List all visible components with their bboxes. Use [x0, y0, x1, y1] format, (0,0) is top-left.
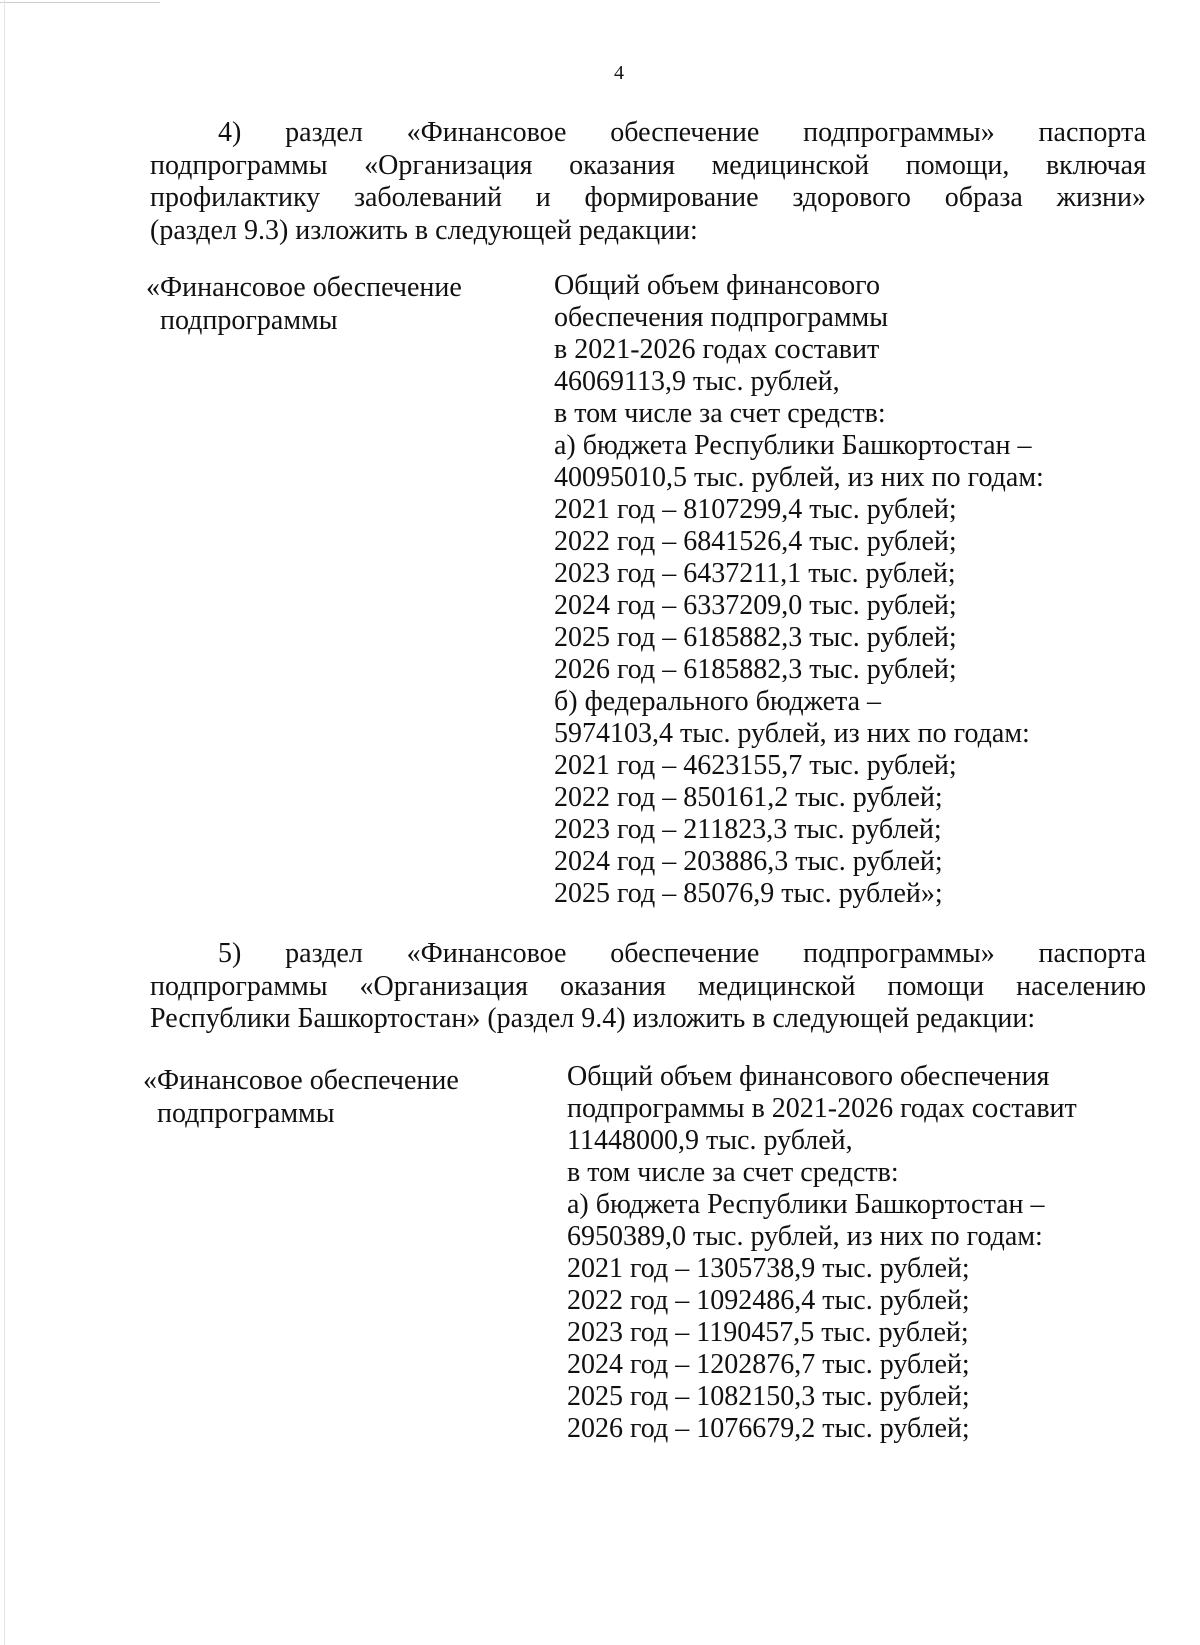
- item-4-value-line: а) бюджета Республики Башкортостан –: [554, 430, 1032, 461]
- item-4-value-line: 2021 год – 8107299,4 тыс. рублей;: [554, 494, 957, 525]
- scan-edge-top: [0, 2, 160, 3]
- item-4-paragraph: [150, 117, 1146, 247]
- item-5-value-line: 2022 год – 1092486,4 тыс. рублей;: [567, 1285, 970, 1316]
- item-5-value-line: 2021 год – 1305738,9 тыс. рублей;: [567, 1253, 970, 1284]
- item-4-value-line: б) федерального бюджета –: [554, 686, 882, 717]
- item-5-paragraph: [150, 938, 1146, 1036]
- item-4-value-line: 2025 год – 85076,9 тыс. рублей»;: [554, 878, 943, 909]
- item-5-label-line: «Финансовое обеспечение: [143, 1065, 459, 1096]
- item-4-value-line: 46069113,9 тыс. рублей,: [554, 366, 840, 397]
- page-number: 4: [614, 62, 624, 84]
- item-5-label-line: подпрограммы: [157, 1097, 335, 1129]
- item-4-value-line: в том числе за счет средств:: [554, 398, 886, 429]
- item-4-value-line: 2021 год – 4623155,7 тыс. рублей;: [554, 750, 957, 781]
- item-4-value-line: обеспечения подпрограммы: [554, 302, 889, 333]
- item-5-value-line: 2025 год – 1082150,3 тыс. рублей;: [567, 1381, 970, 1412]
- scan-edge-left: [4, 0, 5, 1645]
- item-4-value-line: 2022 год – 6841526,4 тыс. рублей;: [554, 526, 957, 557]
- item-4-line: подпрограммы «Организация оказания медицинской помощи, включая: [150, 149, 1146, 181]
- item-4-value-line: 2024 год – 6337209,0 тыс. рублей;: [554, 590, 957, 621]
- item-5-value-line: 2026 год – 1076679,2 тыс. рублей;: [567, 1413, 970, 1444]
- item-4-label-line: подпрограммы: [160, 304, 338, 336]
- item-5-label: [143, 1065, 459, 1130]
- item-5-value-line: 2023 год – 1190457,5 тыс. рублей;: [567, 1317, 969, 1348]
- item-4-value-line: 2023 год – 6437211,1 тыс. рублей;: [554, 558, 956, 589]
- item-5-value-line: Общий объем финансового обеспечения: [567, 1061, 1050, 1092]
- item-4-label: [146, 272, 462, 337]
- item-4-value-line: 40095010,5 тыс. рублей, из них по годам:: [554, 462, 1044, 493]
- item-4-financing-details: [554, 270, 1044, 910]
- item-5-value-line: 6950389,0 тыс. рублей, из них по годам:: [567, 1221, 1043, 1252]
- item-4-value-line: 2026 год – 6185882,3 тыс. рублей;: [554, 654, 957, 685]
- item-4-value-line: 2023 год – 211823,3 тыс. рублей;: [554, 814, 942, 845]
- item-5-value-line: а) бюджета Республики Башкортостан –: [567, 1189, 1045, 1220]
- item-4-label-line: «Финансовое обеспечение: [146, 272, 462, 303]
- item-5-line: подпрограммы «Организация оказания медицинской помощи населению: [150, 970, 1146, 1002]
- item-5-value-line: подпрограммы в 2021-2026 годах составит: [567, 1093, 1077, 1124]
- item-5-line: 5) раздел «Финансовое обеспечение подпрограммы» паспорта: [218, 938, 1146, 969]
- item-4-value-line: в 2021-2026 годах составит: [554, 334, 880, 365]
- item-4-value-line: 2025 год – 6185882,3 тыс. рублей;: [554, 622, 957, 653]
- item-4-value-line: 2022 год – 850161,2 тыс. рублей;: [554, 782, 943, 813]
- item-5-value-line: в том числе за счет средств:: [567, 1157, 899, 1188]
- item-5-value-line: 2024 год – 1202876,7 тыс. рублей;: [567, 1349, 970, 1380]
- item-4-line: 4) раздел «Финансовое обеспечение подпрограммы» паспорта: [218, 117, 1146, 148]
- item-4-value-line: 5974103,4 тыс. рублей, из них по годам:: [554, 718, 1030, 749]
- item-4-value-line: Общий объем финансового: [554, 270, 880, 301]
- item-4-line: (раздел 9.3) изложить в следующей редакции:: [150, 214, 698, 246]
- item-5-line: Республики Башкортостан» (раздел 9.4) изложить в следующей редакции:: [150, 1003, 1036, 1034]
- item-4-line: профилактику заболеваний и формирование здорового образа жизни»: [150, 182, 1146, 213]
- item-5-value-line: 11448000,9 тыс. рублей,: [567, 1125, 853, 1156]
- item-4-value-line: 2024 год – 203886,3 тыс. рублей;: [554, 846, 943, 877]
- item-5-financing-details: [567, 1061, 1077, 1445]
